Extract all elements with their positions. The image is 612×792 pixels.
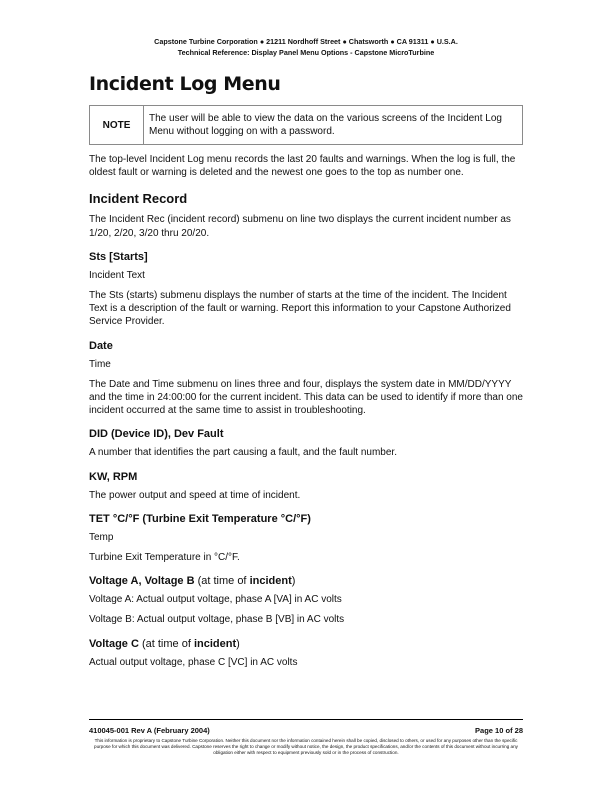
voltage-c-heading-end: ) bbox=[236, 637, 240, 650]
voltage-ab-heading-bold: Voltage A, Voltage B bbox=[89, 575, 195, 588]
footer-fine-print: This information is proprietary to Capstone Turbine Corporation. Neither this document nor the information contained herein shall be copied, disclosed to others, or used for any purposes other than the specific purpose for which this document was delivered. Capstone reserves the right to change or modify without notice, the design, the product specifications, and/or the contents of this document without incurring any obligation either with respect to equipment previously sold or in the process of construction. bbox=[94, 738, 518, 756]
incident-record-text: The Incident Rec (incident record) submenu on line two displays the current incident number as 1/20, 2/20, 3/20 thru 20/20. bbox=[89, 214, 511, 239]
section-heading-starts: Sts [Starts] bbox=[89, 250, 148, 263]
starts-subtitle: Incident Text bbox=[89, 269, 145, 281]
starts-text: The Sts (starts) submenu displays the number of starts at the time of the incident. The Incident Text is a description of the fault or warning. Report this information to your Capstone Authorized Service Provider. bbox=[89, 290, 511, 328]
kw-rpm-text: The power output and speed at time of incident. bbox=[89, 489, 301, 501]
page-footer bbox=[89, 719, 523, 757]
section-heading-voltage-c bbox=[89, 637, 523, 651]
tet-subtitle: Temp bbox=[89, 531, 114, 543]
page-content bbox=[89, 72, 523, 676]
intro-paragraph: The top-level Incident Log menu records the last 20 faults and warnings. When the log is full, the oldest fault or warning is deleted and the newest one goes to the top as number one. bbox=[89, 154, 516, 179]
date-text: The Date and Time submenu on lines three and four, displays the system date in MM/DD/YYYY and the time in 24:00:00 for the current incident. This data can be used to identify if more than one incident occurred at the same time to assist in troubleshooting. bbox=[89, 378, 523, 417]
footer-page-number: Page 10 of 28 bbox=[475, 726, 523, 735]
voltage-c-heading-bold2: incident bbox=[193, 637, 237, 650]
section-heading-kw-rpm: KW, RPM bbox=[89, 470, 138, 483]
section-heading-did: DID (Device ID), Dev Fault bbox=[89, 428, 224, 441]
voltage-ab-heading-end: ) bbox=[291, 575, 296, 588]
page-title: Incident Log Menu bbox=[89, 73, 281, 95]
footer-divider bbox=[89, 719, 523, 720]
section-heading-date: Date bbox=[89, 339, 113, 352]
header-address: Capstone Turbine Corporation ● 21211 Nordhoff Street ● Chatsworth ● CA 91311 ● U.S.A. bbox=[154, 37, 458, 46]
date-subtitle: Time bbox=[89, 358, 111, 370]
voltage-ab-heading-mid: (at time of bbox=[194, 575, 250, 588]
header-doc-title: Technical Reference: Display Panel Menu Options - Capstone MicroTurbine bbox=[177, 47, 435, 57]
section-heading-voltage-ab bbox=[89, 574, 523, 588]
voltage-c-heading-bold: Voltage C bbox=[89, 637, 139, 650]
note-box bbox=[89, 105, 523, 145]
voltage-b-text: Voltage B: Actual output voltage, phase B [VB] in AC volts bbox=[89, 614, 345, 626]
note-text: The user will be able to view the data on the various screens of the Incident Log Menu without logging on with a password. bbox=[144, 106, 523, 145]
voltage-ab-heading-bold2: incident bbox=[249, 575, 292, 588]
footer-doc-id: 410045-001 Rev A (February 2004) bbox=[89, 726, 210, 735]
tet-text: Turbine Exit Temperature in °C/°F. bbox=[89, 552, 240, 564]
voltage-a-text: Voltage A: Actual output voltage, phase A [VA] in AC volts bbox=[89, 594, 342, 606]
section-heading-incident-record: Incident Record bbox=[89, 191, 188, 207]
page-header bbox=[0, 37, 612, 58]
section-heading-tet: TET °C/°F (Turbine Exit Temperature °C/°F) bbox=[89, 512, 311, 525]
footer-line bbox=[89, 726, 523, 735]
voltage-c-heading-mid: (at time of bbox=[138, 637, 194, 650]
note-label: NOTE bbox=[90, 106, 144, 145]
voltage-c-text: Actual output voltage, phase C [VC] in AC volts bbox=[89, 656, 298, 668]
did-text: A number that identifies the part causing a fault, and the fault number. bbox=[89, 447, 397, 459]
